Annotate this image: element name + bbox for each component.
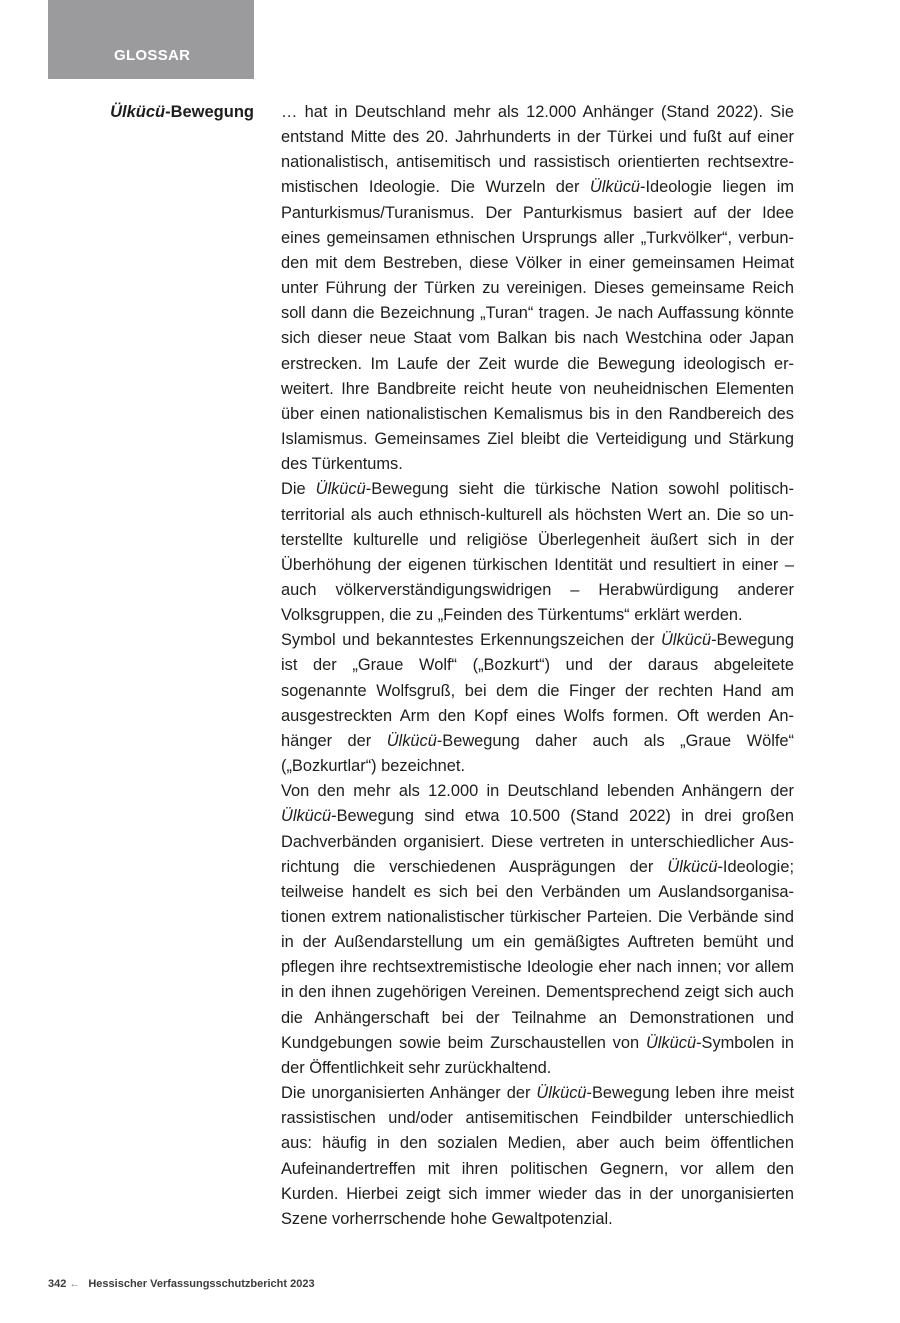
page-number: 342 [48,1278,67,1290]
section-tab [48,0,254,79]
text-run: -Ideologie; teilweise handelt es sich bei den Verbänden um Auslandsorganisationen extrem nationalistischer türkischer Parteien. Die Verbände sind in der Außendarstellung um ein gemäßigtes Auftreten bemüht und pflegen ihre rechtsextremistische Ideologie eher nach innen; vor allem in den ihnen zugehörigen Vereinen. Dementsprechend zeigt sich auch die Anhängerschaft bei der Teilnahme an Demonstrationen und Kundgebungen sowie beim Zurschaustellen von [281,857,794,1052]
text-run: Von den mehr als 12.000 in Deutschland lebenden Anhängern der [281,782,794,801]
text-run: -Bewegung ist der „Graue Wolf“ („Bozkurt“) und der daraus abgeleitete sogenannte Wolfsgruß, bei dem die Finger der rechten Hand am ausgestreckten Arm den Kopf eines Wolfs formen. Oft werden Anhänger der [281,631,794,750]
definition-paragraph [281,628,794,779]
text-run: Die unorganisierten Anhänger der [281,1084,537,1103]
definition-paragraph [281,1081,794,1232]
glossary-term [110,100,254,125]
italic-term: Ülkücü [645,1033,697,1052]
text-run: … hat in Deutschland mehr als 12.000 Anhänger (Stand 2022). Sie entstand Mitte des 20. Jahrhunderts in der Türkei und fußt auf einer nationalistisch, antisemitisch und rassistisch orientierten rechtsextremistischen Ideologie. Die Wurzeln der [281,103,794,197]
italic-term: Ülkücü [536,1084,587,1103]
text-run: -Bewegung leben ihre meist rassistischen und/oder antisemitischen Feindbilder unterschiedlich aus: häufig in den sozialen Medien, aber auch beim öffentlichen Aufeinandertreffen mit ihren politischen Gegnern, vor allem den Kurden. Hierbei zeigt sich immer wieder das in der unorganisierten Szene vorherrschende hohe Gewaltpotenzial. [281,1084,794,1228]
text-run: -Symbolen in der Öffentlichkeit sehr zurückhaltend. [281,1033,794,1077]
italic-term: Ülkücü [667,857,718,876]
text-run: Symbol und bekanntestes Erkennungszeichen der [281,631,661,650]
section-title: GLOSSAR [114,47,191,64]
text-run: -Bewegung sieht die türkische Nation sowohl politisch-territorial als auch ethnisch-kulturell als höchsten Wert an. Die so unterstellte kulturelle und religiöse Überlegenheit äußert sich in der Überhöhung der eigenen türkischen Identität und resultiert in einer – auch völkerverständigungswidrigen – Herabwürdigung anderer Volksgruppen, die zu „Feinden des Türkentums“ erklärt werden. [281,480,794,625]
glossary-definition [281,100,794,1232]
italic-term: Ülkücü [589,178,641,197]
italic-term: Ülkücü [660,631,712,650]
left-arrow-icon: ← [69,1278,81,1290]
definition-paragraph [281,477,794,628]
text-run: -Bewegung daher auch als „Graue Wölfe“ („Bozkurtlar“) bezeichnet. [281,731,794,776]
text-run: -Bewegung sind etwa 10.500 (Stand 2022) in drei großen Dachverbänden organisiert. Diese vertreten in unterschiedlicher Ausrichtung die verschiedenen Ausprägungen der [281,807,794,876]
italic-term: Ülkücü [315,480,366,499]
definition-paragraph [281,100,794,477]
italic-term: Ülkücü [386,731,437,750]
glossary-term-suffix: -Bewegung [165,103,254,121]
text-run: Die [281,480,316,499]
glossary-term-italic: Ülkücü [110,103,166,121]
publication-title: Hessischer Verfassungsschutzbericht 2023 [88,1278,315,1290]
italic-term: Ülkücü [281,807,332,826]
text-run: -Ideologie liegen im Panturkismus/Turanismus. Der Panturkismus basiert auf der Idee eines gemeinsamen ethnischen Ursprungs aller „Turkvölker“, verbunden mit dem Bestreben, diese Völker in einer gemeinsamen Heimat unter Führung der Türken zu vereinigen. Dieses gemeinsame Reich soll dann die Bezeichnung „Turan“ tragen. Je nach Auffassung könnte sich dieser neue Staat vom Balkan bis nach Westchina oder Japan erstrecken. Im Laufe der Zeit wurde die Bewegung ideologisch erweitert. Ihre Bandbreite reicht heute von neuheidnischen Elementen über einen nationalistischen Kemalismus bis in den Randbereich des Islamismus. Gemeinsames Ziel bleibt die Verteidigung und Stärkung des Türkentums. [281,178,794,474]
page-footer [48,1278,315,1290]
definition-paragraph [281,779,794,1081]
